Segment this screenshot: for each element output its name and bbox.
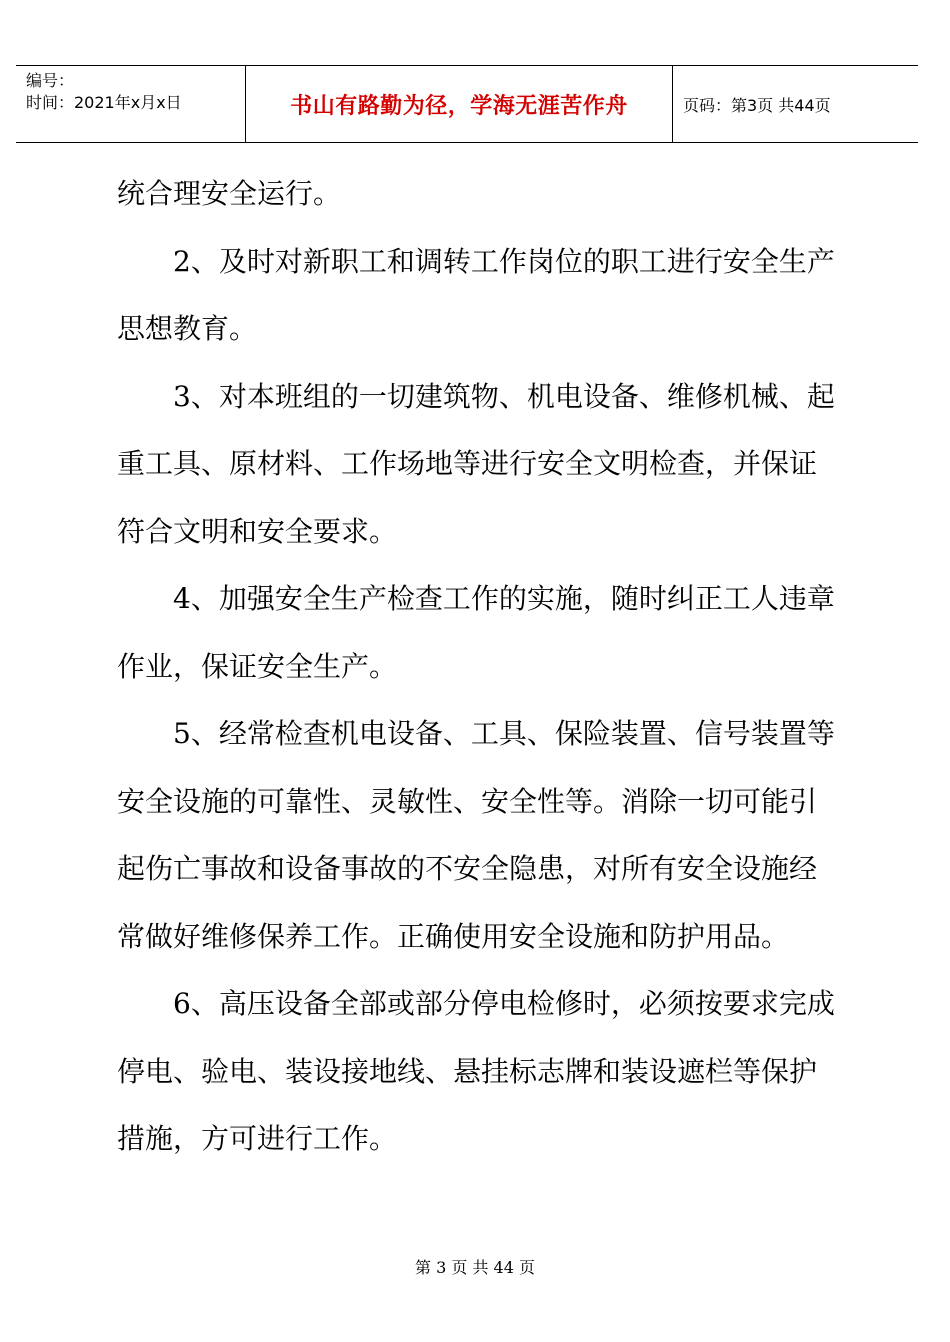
header-page-info: 页码：第3页 共44页: [683, 95, 831, 115]
paragraph: 3、对本班组的一切建筑物、机电设备、维修机械、起重工具、原材料、工作场地等进行安全文明检查，并保证符合文明和安全要求。: [117, 379, 835, 548]
header-motto: 书山有路勤为径，学海无涯苦作舟: [290, 93, 628, 119]
paragraph: 5、经常检查机电设备、工具、保险装置、信号装置等安全设施的可靠性、灵敏性、安全性等。消除一切可能引起伤亡事故和设备事故的不安全隐患，对所有安全设施经常做好维修保养工作。正确使用安全设施和防护用品。: [117, 717, 835, 953]
header-divider: [672, 66, 673, 142]
paragraph: 4、加强安全生产检查工作的实施，随时纠正工人违章作业，保证安全生产。: [117, 582, 835, 683]
paragraph: 6、高压设备全部或部分停电检修时，必须按要求完成停电、验电、装设接地线、悬挂标志牌和装设遮栏等保护措施，方可进行工作。: [117, 987, 835, 1155]
header-meta: [26, 70, 182, 114]
page-footer: 第 3 页 共 44 页: [415, 1258, 535, 1277]
paragraph: 统合理安全运行。: [117, 177, 342, 210]
paragraph: 2、及时对新职工和调转工作岗位的职工进行安全生产思想教育。: [117, 244, 835, 345]
header-time-label: 时间：2021年x月x日: [26, 93, 182, 112]
header-number-label: 编号：: [26, 71, 75, 90]
document-header: [16, 65, 918, 143]
document-body: [117, 160, 837, 1173]
